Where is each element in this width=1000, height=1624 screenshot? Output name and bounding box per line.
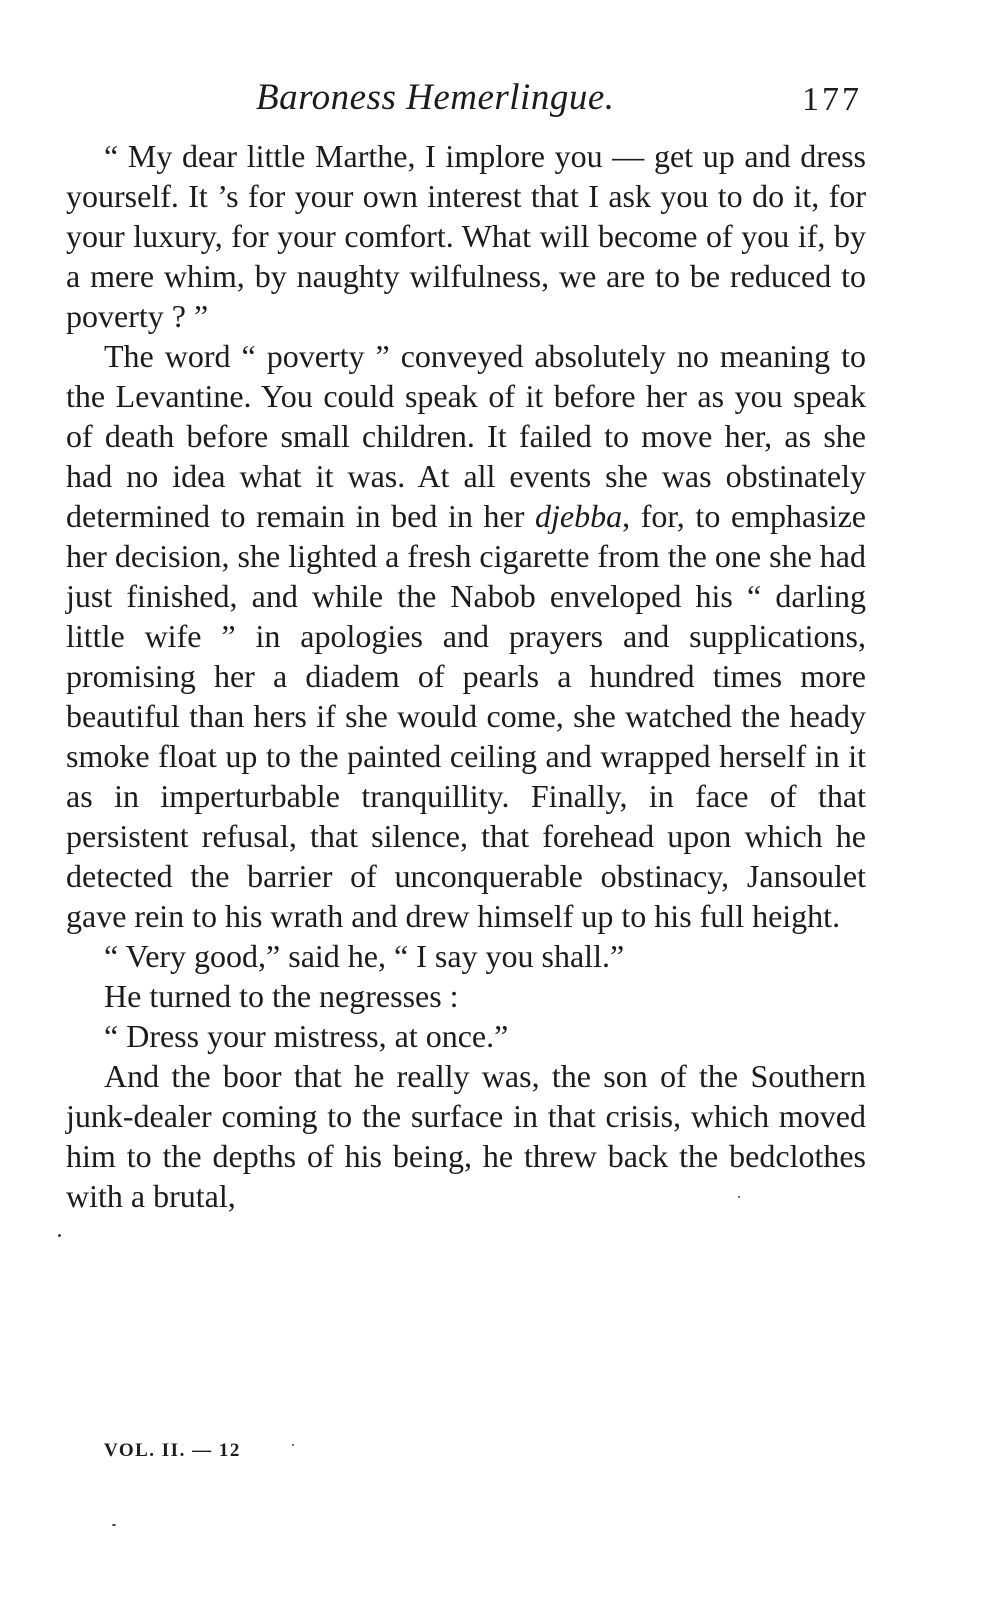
running-title: Baroness Hemerlingue.	[256, 77, 615, 118]
djebba-italic: djebba	[535, 498, 623, 534]
speck-footer	[292, 1444, 294, 1446]
speck-left	[58, 1234, 61, 1237]
paragraph-boor: And the boor that he really was, the son of the Southern junk-dealer coming to the surface in that crisis, which moved him to the depths of his being, he threw back the bedclothes with a brutal,	[66, 1058, 866, 1214]
paragraph-poverty-before: The word “ poverty ” conveyed absolutely no meaning to the Levantine. You could speak of it before her as you speak of death before small children. It failed to move her, as she had no idea what it was. At all events she was obstinately determined to remain in bed in her	[66, 338, 866, 534]
paragraph-poverty	[66, 336, 866, 936]
running-head	[66, 76, 866, 128]
speck-right	[738, 1196, 740, 1198]
body-text	[66, 136, 866, 1216]
signature-mark: VOL. II. — 12	[104, 1440, 241, 1461]
book-page	[66, 76, 866, 1216]
page-number: 177	[802, 81, 862, 118]
paragraph-very-good: “ Very good,” said he, “ I say you shall.”	[104, 938, 625, 974]
speck-bottom	[112, 1524, 116, 1526]
paragraph-dress-mistress: “ Dress your mistress, at once.”	[104, 1018, 509, 1054]
paragraph-negresses: He turned to the negresses :	[104, 978, 459, 1014]
paragraph-plea: “ My dear little Marthe, I implore you — get up and dress yourself. It ’s for your own interest that I ask you to do it, for your luxury, for your comfort. What will become of you if, by a mere whim, by naughty wilfulness, we are to be reduced to poverty ? ”	[66, 138, 866, 334]
paragraph-poverty-after: , for, to emphasize her decision, she lighted a fresh cigarette from the one she had just finished, and while the Nabob enveloped his “ darling little wife ” in apologies and prayers and supplications, promising her a diadem of pearls a hundred times more beautiful than hers if she would come, she watched the heady smoke float up to the painted ceiling and wrapped herself in it as in imperturbable tranquillity. Finally, in face of that persistent refusal, that silence, that forehead upon which he detected the barrier of unconquerable obstinacy, Jansoulet gave rein to his wrath and drew himself up to his full height.	[66, 498, 867, 934]
